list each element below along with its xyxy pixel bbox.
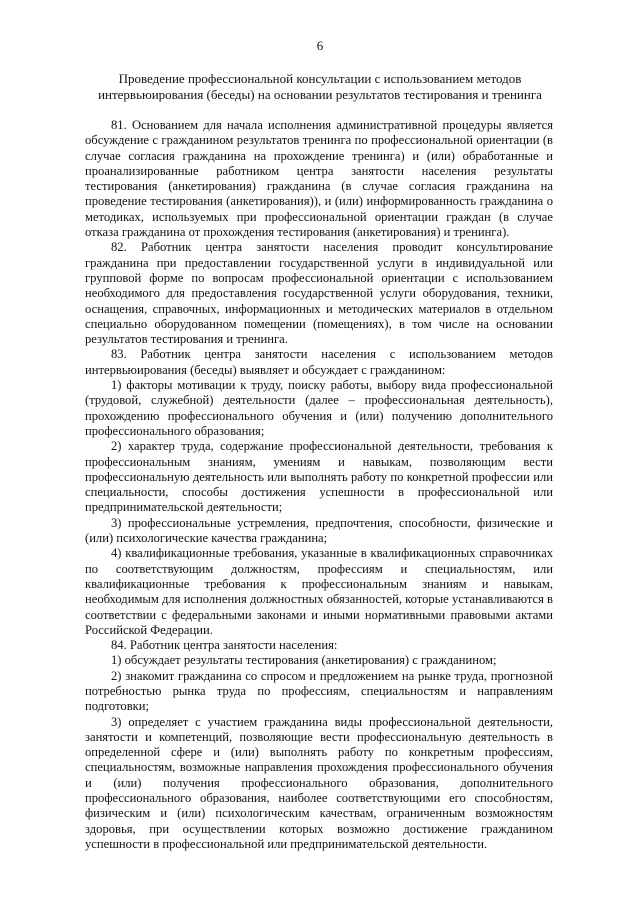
paragraph-84-item-1: 1) обсуждает результаты тестирования (анкетирования) с гражданином; <box>111 653 497 668</box>
paragraph-84-item-2: 2) знакомит гражданина со спросом и предложением на рынке труда, прогнозной потребностью рынка труда по профессиям, специальностям и направлениям подготовки; <box>85 668 553 714</box>
page-number: 6 <box>316 38 324 53</box>
paragraph-83: 83. Работник центра занятости населения с использованием методов интервьюирования (беседы) выявляет и обсуждает с гражданином: <box>85 347 553 377</box>
paragraph-83-item-2: 2) характер труда, содержание профессиональной деятельности, требования к профессиональным знаниям, умениям и навыкам, позволяющим вести профессиональную деятельность или выполнять работу по конкретной профессии или специальности, способы достижения успешности в профессиональной или предпринимательской деятельности; <box>85 439 553 515</box>
section-heading: Проведение профессиональной консультации с использованием методов интервьюирования (беседы) на основании результатов тестирования и тренинга <box>98 71 542 102</box>
document-body <box>85 118 553 852</box>
paragraph-81: 81. Основанием для начала исполнения административной процедуры является обсуждение с гражданином результатов тренинга по профессиональной ориентации (в случае согласия гражданина на прохождение тренинга) и (или) обработанные и проанализированные работником центра занятости населения результаты тестирования (анкетирования) гражданина (в случае согласия гражданина на проведение тестирования (анкетирования)), и (или) информированность гражданина о методиках, используемых при профессиональной ориентации граждан (в случае отказа гражданина от прохождения тестирования (анкетирования) и тренинга). <box>85 118 553 240</box>
paragraph-82: 82. Работник центра занятости населения проводит консультирование гражданина при предоставлении государственной услуги в индивидуальной или групповой форме по вопросам профессиональной ориентации с использованием необходимого для предоставления государственной услуги оборудования, техники, оснащения, справочных, информационных и методических материалов в отдельном специально оборудованном помещении (помещениях), в том числе на основании результатов тестирования и тренинга. <box>85 240 553 347</box>
paragraph-83-item-1: 1) факторы мотивации к труду, поиску работы, выбору вида профессиональной (трудовой, служебной) деятельности (далее – профессиональная деятельность), прохождению профессионального обучения и (или) получению дополнительного профессионального образования; <box>85 378 553 438</box>
paragraph-83-item-3: 3) профессиональные устремления, предпочтения, способности, физические и (или) психологические качества гражданина; <box>85 515 553 546</box>
paragraph-83-item-4: 4) квалификационные требования, указанные в квалификационных справочниках по соответствующим должностям, профессиям и специальностям, или квалификационные требования к профессиональным знаниям и навыкам, необходимым для исполнения должностных обязанностей, которые устанавливаются в соответствии с федеральными законами и иными нормативными правовыми актами Российской Федерации. <box>85 546 553 637</box>
paragraph-84: 84. Работник центра занятости населения: <box>111 638 338 653</box>
paragraph-84-item-3: 3) определяет с участием гражданина виды профессиональной деятельности, занятости и компетенций, позволяющие вести профессиональную деятельность в определенной сфере и (или) выполнять работу по конкретным профессиям, специальностям, возможные направления прохождения профессионального обучения и (или) получения профессионального образования, дополнительного профессионального образования, наиболее соответствующими его способностям, физическим и (или) психологическим качествам, ограниченным возможностям здоровья, при осуществлении которых возможно достижение гражданином успешности в профессиональной или предпринимательской деятельности. <box>85 714 553 851</box>
